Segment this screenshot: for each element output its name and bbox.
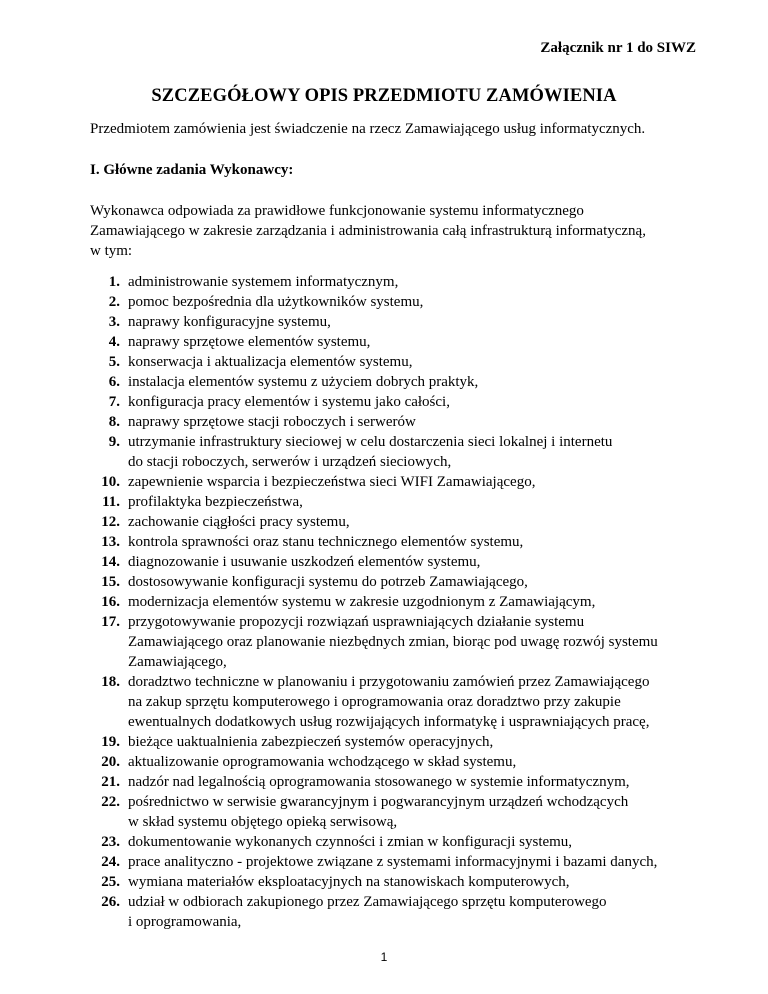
list-item-line: Zamawiającego,: [128, 654, 227, 670]
list-item-line: pośrednictwo w serwisie gwarancyjnym i pogwarancyjnym urządzeń wchodzących: [128, 794, 629, 810]
list-item-line: doradztwo techniczne w planowaniu i przygotowaniu zamówień przez Zamawiającego: [128, 674, 650, 690]
list-item: [90, 492, 710, 512]
list-item-line: pomoc bezpośrednia dla użytkowników systemu,: [128, 294, 424, 310]
list-item-number: 24.: [101, 854, 120, 870]
list-item-text: [128, 552, 710, 572]
list-item-text: [128, 832, 710, 852]
list-item: [90, 892, 710, 932]
list-item-number: 12.: [101, 514, 120, 530]
list-item-text: [128, 752, 710, 772]
list-item-line: naprawy sprzętowe stacji roboczych i serwerów: [128, 414, 416, 430]
list-item-number: 16.: [101, 594, 120, 610]
list-item-line: diagnozowanie i usuwanie uszkodzeń elementów systemu,: [128, 554, 481, 570]
list-item-line: nadzór nad legalnością oprogramowania stosowanego w systemie informatycznym,: [128, 774, 630, 790]
list-item: [90, 592, 710, 612]
intro-text: Przedmiotem zamówienia jest świadczenie na rzecz Zamawiającego usług informatycznych.: [90, 121, 646, 137]
list-item-line: na zakup sprzętu komputerowego i oprogramowania oraz doradztwo przy zakupie: [128, 694, 621, 710]
list-item-text: [128, 612, 710, 672]
list-item-text: [128, 792, 710, 832]
list-item-text: [128, 772, 710, 792]
list-item-text: [128, 272, 710, 292]
list-item-text: [128, 892, 710, 932]
list-item-text: [128, 312, 710, 332]
list-item-number: 15.: [101, 574, 120, 590]
list-item: [90, 392, 710, 412]
list-item-line: przygotowywanie propozycji rozwiązań usprawniających działanie systemu: [128, 614, 585, 630]
list-item-number: 1.: [108, 274, 120, 290]
list-item-line: konserwacja i aktualizacja elementów systemu,: [128, 354, 413, 370]
list-item-line: Zamawiającego oraz planowanie niezbędnych zmian, biorąc pod uwagę rozwój systemu: [128, 634, 658, 650]
list-item: [90, 832, 710, 852]
list-item-number: 13.: [101, 534, 120, 550]
annex-label: Załącznik nr 1 do SIWZ: [540, 40, 696, 56]
list-item-text: [128, 332, 710, 352]
list-item-line: konfiguracja pracy elementów i systemu jako całości,: [128, 394, 450, 410]
list-item-number: 18.: [101, 674, 120, 690]
list-item-line: dostosowywanie konfiguracji systemu do potrzeb Zamawiającego,: [128, 574, 528, 590]
list-item-line: naprawy konfiguracyjne systemu,: [128, 314, 331, 330]
list-item-text: [128, 472, 710, 492]
list-item-number: 2.: [108, 294, 120, 310]
list-item-line: zachowanie ciągłości pracy systemu,: [128, 514, 350, 530]
list-item-text: [128, 872, 710, 892]
list-item-text: [128, 852, 710, 872]
list-item-text: [128, 292, 710, 312]
list-item-number: 5.: [108, 354, 120, 370]
list-item: [90, 792, 710, 832]
list-item-text: [128, 412, 710, 432]
list-item-line: zapewnienie wsparcia i bezpieczeństwa sieci WIFI Zamawiającego,: [128, 474, 536, 490]
list-item-line: utrzymanie infrastruktury sieciowej w celu dostarczenia sieci lokalnej i internetu: [128, 434, 613, 450]
list-item-line: kontrola sprawności oraz stanu technicznego elementów systemu,: [128, 534, 524, 550]
section-heading: I. Główne zadania Wykonawcy:: [90, 162, 294, 178]
list-item-number: 25.: [101, 874, 120, 890]
list-item-number: 3.: [108, 314, 120, 330]
paragraph-line: Zamawiającego w zakresie zarządzania i administrowania całą infrastrukturą informatyczną,: [90, 223, 646, 239]
list-item-line: do stacji roboczych, serwerów i urządzeń sieciowych,: [128, 454, 452, 470]
list-item-text: [128, 392, 710, 412]
list-item: [90, 872, 710, 892]
list-item: [90, 532, 710, 552]
list-item-line: aktualizowanie oprogramowania wchodzącego w skład systemu,: [128, 754, 517, 770]
list-item-number: 19.: [101, 734, 120, 750]
list-item-line: w skład systemu objętego opieką serwisową,: [128, 814, 398, 830]
list-item-text: [128, 592, 710, 612]
list-item-text: [128, 432, 710, 472]
list-item-number: 10.: [101, 474, 120, 490]
list-item: [90, 272, 710, 292]
list-item: [90, 552, 710, 572]
list-item-text: [128, 532, 710, 552]
list-item-number: 21.: [101, 774, 120, 790]
list-item-line: udział w odbiorach zakupionego przez Zamawiającego sprzętu komputerowego: [128, 894, 607, 910]
list-item-line: dokumentowanie wykonanych czynności i zmian w konfiguracji systemu,: [128, 834, 573, 850]
list-item: [90, 672, 710, 732]
list-item-number: 14.: [101, 554, 120, 570]
list-item: [90, 432, 710, 472]
list-item: [90, 572, 710, 592]
list-item-text: [128, 512, 710, 532]
list-item: [90, 612, 710, 672]
list-item-line: naprawy sprzętowe elementów systemu,: [128, 334, 371, 350]
list-item: [90, 472, 710, 492]
list-item: [90, 372, 710, 392]
list-item-text: [128, 672, 710, 732]
paragraph-line: Wykonawca odpowiada za prawidłowe funkcjonowanie systemu informatycznego: [90, 203, 584, 219]
list-item: [90, 332, 710, 352]
page-title: SZCZEGÓŁOWY OPIS PRZEDMIOTU ZAMÓWIENIA: [151, 86, 617, 106]
list-item-line: bieżące uaktualnienia zabezpieczeń systemów operacyjnych,: [128, 734, 494, 750]
list-item-number: 17.: [101, 614, 120, 630]
list-item-line: ewentualnych dodatkowych usług rozwijających informatykę i usprawniających pracę,: [128, 714, 650, 730]
list-item-text: [128, 492, 710, 512]
list-item-line: prace analityczno - projektowe związane z systemami informacyjnymi i bazami danych,: [128, 854, 658, 870]
list-item: [90, 732, 710, 752]
list-item-number: 4.: [108, 334, 120, 350]
list-item: [90, 512, 710, 532]
list-item: [90, 752, 710, 772]
list-item-number: 7.: [108, 394, 120, 410]
list-item: [90, 772, 710, 792]
list-item-number: 11.: [102, 494, 120, 510]
intro-paragraph: [90, 201, 700, 261]
list-item-line: instalacja elementów systemu z użyciem dobrych praktyk,: [128, 374, 479, 390]
list-item-number: 8.: [108, 414, 120, 430]
list-item-number: 9.: [108, 434, 120, 450]
list-item: [90, 312, 710, 332]
list-item-number: 26.: [101, 894, 120, 910]
list-item-number: 20.: [101, 754, 120, 770]
list-item-text: [128, 352, 710, 372]
list-item-text: [128, 732, 710, 752]
list-item-number: 6.: [108, 374, 120, 390]
list-item-line: modernizacja elementów systemu w zakresie uzgodnionym z Zamawiającym,: [128, 594, 596, 610]
list-item-line: i oprogramowania,: [128, 914, 242, 930]
list-item-line: wymiana materiałów eksploatacyjnych na stanowiskach komputerowych,: [128, 874, 570, 890]
list-item: [90, 412, 710, 432]
list-item-number: 23.: [101, 834, 120, 850]
page-number: 1: [380, 950, 388, 964]
list-item: [90, 352, 710, 372]
list-item-line: administrowanie systemem informatycznym,: [128, 274, 399, 290]
list-item-text: [128, 372, 710, 392]
task-list: [90, 272, 710, 932]
list-item-number: 22.: [101, 794, 120, 810]
list-item: [90, 292, 710, 312]
paragraph-line: w tym:: [90, 243, 133, 259]
list-item-line: profilaktyka bezpieczeństwa,: [128, 494, 303, 510]
list-item-text: [128, 572, 710, 592]
list-item: [90, 852, 710, 872]
